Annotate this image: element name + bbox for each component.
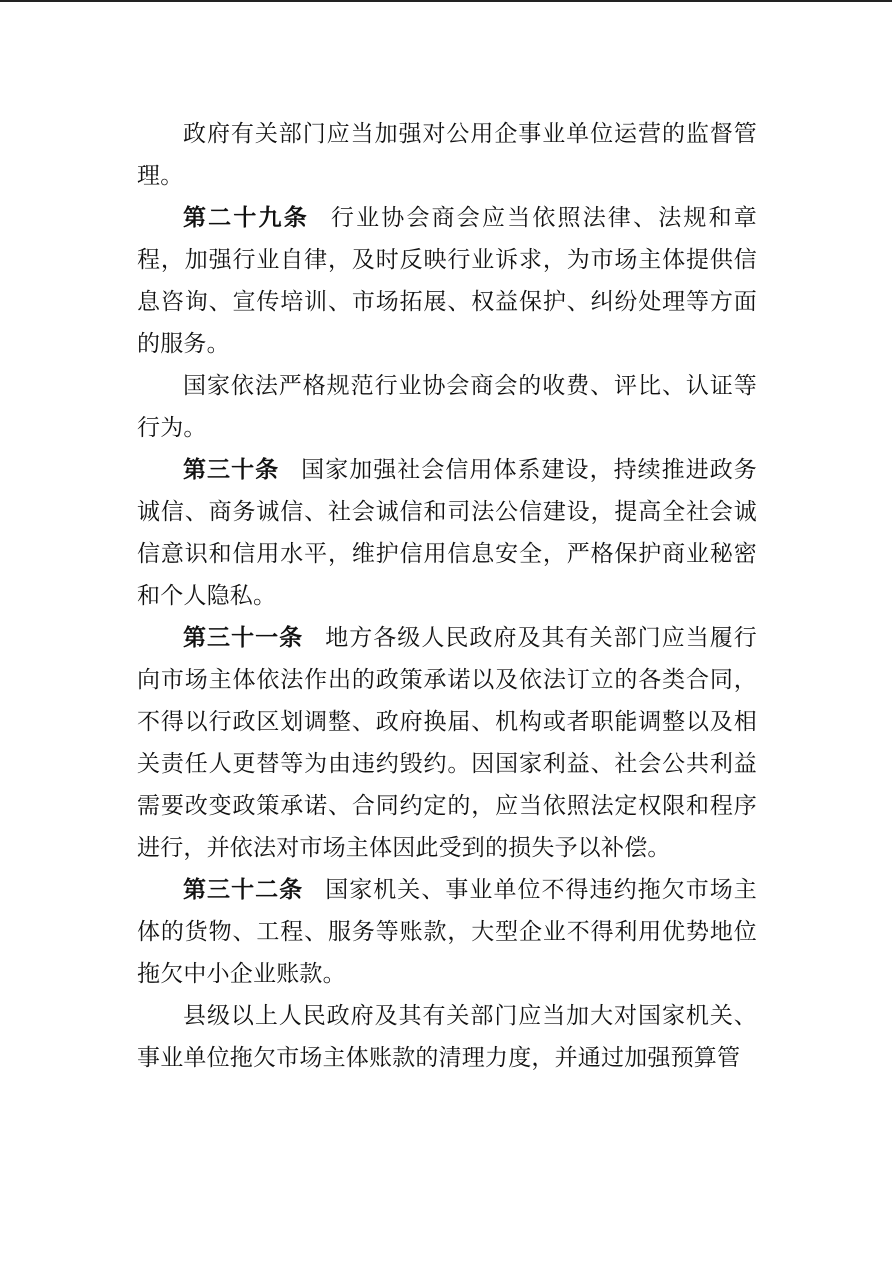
paragraph-arrears-clearance xyxy=(137,995,757,1079)
article-30 xyxy=(137,449,757,617)
paragraph-text: 政府有关部门应当加强对公用企事业单位运营的监督管理。 xyxy=(137,121,757,189)
article-number: 第二十九条 xyxy=(183,204,309,231)
article-29 xyxy=(137,197,757,365)
article-number: 第三十一条 xyxy=(183,624,304,651)
article-31 xyxy=(137,617,757,869)
page-top-border xyxy=(0,0,892,2)
paragraph-text: 国家加强社会信用体系建设，持续推进政务诚信、商务诚信、社会诚信和司法公信建设，提高全社会诚信意识和信用水平，维护信用信息安全，严格保护商业秘密和个人隐私。 xyxy=(137,457,757,609)
article-number: 第三十二条 xyxy=(183,876,304,903)
paragraph-association-fees xyxy=(137,365,757,449)
paragraph-text: 行业协会商会应当依照法律、法规和章程，加强行业自律，及时反映行业诉求，为市场主体提供信息咨询、宣传培训、市场拓展、权益保护、纠纷处理等方面的服务。 xyxy=(137,205,757,357)
paragraph-supervision xyxy=(137,113,757,197)
paragraph-text: 县级以上人民政府及其有关部门应当加大对国家机关、事业单位拖欠市场主体账款的清理力度，并通过加强预算管 xyxy=(137,1003,757,1071)
paragraph-text: 国家机关、事业单位不得违约拖欠市场主体的货物、工程、服务等账款，大型企业不得利用优势地位拖欠中小企业账款。 xyxy=(137,877,757,987)
paragraph-text: 国家依法严格规范行业协会商会的收费、评比、认证等行为。 xyxy=(137,373,757,441)
paragraph-text: 地方各级人民政府及其有关部门应当履行向市场主体依法作出的政策承诺以及依法订立的各类合同，不得以行政区划调整、政府换届、机构或者职能调整以及相关责任人更替等为由违约毁约。因国家利益、社会公共利益需要改变政策承诺、合同约定的，应当依照法定权限和程序进行，并依法对市场主体因此受到的损失予以补偿。 xyxy=(137,625,757,861)
document-body xyxy=(137,113,757,1079)
article-32 xyxy=(137,869,757,995)
article-number: 第三十条 xyxy=(183,456,280,483)
